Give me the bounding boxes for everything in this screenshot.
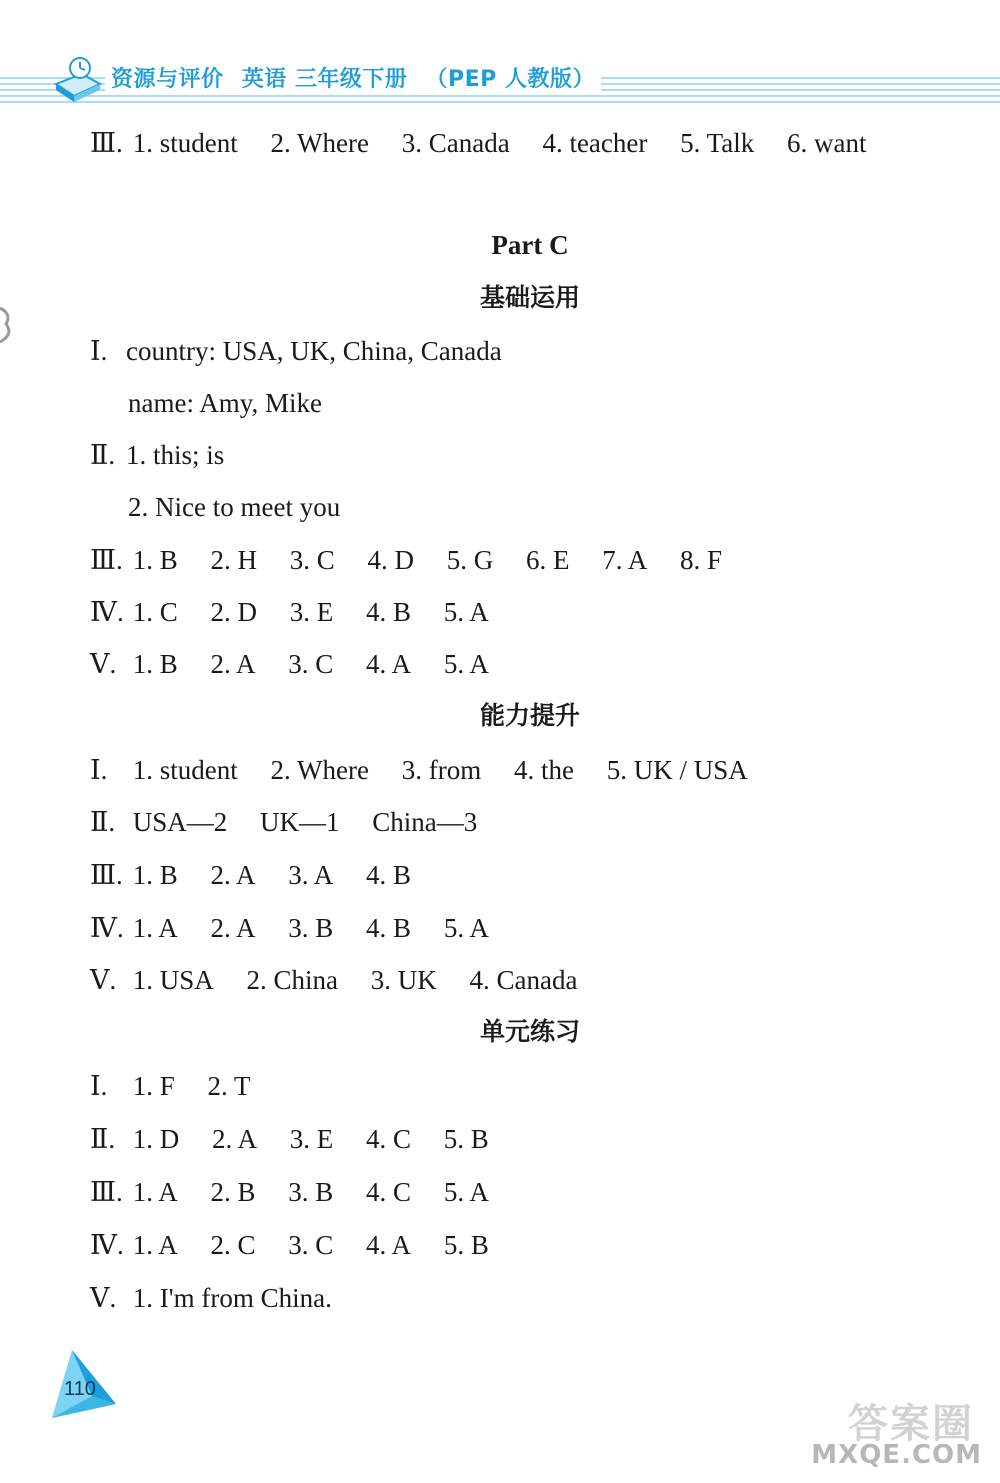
answer-text: name: Amy, Mike [128,388,322,418]
answer-text: country: USA, UK, China, Canada [126,336,502,366]
page-header [0,52,1000,112]
answer-item: 1. student [132,755,238,785]
answer-line-basic-iii [90,547,722,574]
answer-item: 3. C [289,545,335,575]
answer-item: 1. USA [132,965,214,995]
book-logo-icon [52,54,104,106]
answer-item: 8. F [680,545,723,575]
answer-item: 7. A [602,545,648,575]
answer-line-top-iii [90,130,866,157]
roman-numeral: Ⅱ. [90,440,116,470]
answer-item: 3. B [288,913,334,943]
section-heading-unit: 单元练习 [479,1017,580,1046]
answer-item: 2. China [246,965,339,995]
roman-numeral: Ⅲ. [90,545,123,575]
answer-item: 3. from [401,755,482,785]
answer-line-unit-ii [90,1126,489,1153]
answer-item: 5. A [443,1177,489,1207]
answer-item: 3. C [288,649,334,679]
roman-numeral: Ⅳ. [90,1230,124,1260]
answer-item: 4. C [366,1177,412,1207]
answer-item: 1. student [132,128,238,158]
section-heading-basic: 基础运用 [479,283,580,312]
answer-item: 6. want [786,128,867,158]
answer-line-unit-iii [90,1179,489,1206]
answer-line-unit-v [90,1285,332,1312]
answer-item: 4. B [366,913,412,943]
answer-line-ability-ii [90,809,477,836]
answer-line-basic-iv [90,599,489,626]
roman-numeral: Ⅰ. [90,1071,108,1101]
answer-item: 2. Where [270,128,369,158]
roman-numeral: Ⅲ. [90,860,123,890]
answer-item: 5. G [446,545,494,575]
answer-item: 2. H [210,545,258,575]
answer-item: 4. B [366,597,412,627]
answer-item: 1. C [132,597,178,627]
answer-line-basic-i [90,338,502,365]
answer-line-ability-iv [90,915,489,942]
answer-item: 4. the [513,755,574,785]
answer-line-basic-i-cont [128,390,322,417]
answer-item: 1. A [132,1177,178,1207]
answer-item: 5. A [443,597,489,627]
answer-item: 1. B [132,649,178,679]
series-name: 资源与评价 [111,67,224,92]
answer-item: 4. B [366,860,412,890]
roman-numeral: Ⅲ. [90,1177,123,1207]
answer-item: 2. D [210,597,258,627]
answer-item: 3. Canada [401,128,510,158]
answer-line-basic-ii [90,442,224,469]
page-number: 110 [64,1378,96,1400]
part-title: Part C [491,230,569,260]
answer-item: 1. B [132,860,178,890]
roman-numeral: Ⅰ. [90,755,108,785]
answer-line-ability-iii [90,862,411,889]
answer-item: 6. E [526,545,570,575]
answer-item: 4. teacher [542,128,648,158]
answer-item: 5. A [443,649,489,679]
answer-line-unit-iv [90,1232,489,1259]
answer-item: 2. B [210,1177,256,1207]
answer-item: 5. A [443,913,489,943]
answer-item: 1. A [132,1230,178,1260]
answer-item: 5. B [443,1124,489,1154]
answer-item: 2. A [212,1124,258,1154]
roman-numeral: Ⅴ. [90,649,117,679]
answer-item: UK—1 [260,807,340,837]
roman-numeral: Ⅴ. [90,965,117,995]
answer-item: 2. C [210,1230,256,1260]
answer-item: 5. B [443,1230,489,1260]
answer-text: 1. this; is [126,440,225,470]
answer-item: 3. UK [370,965,437,995]
answer-item: 4. A [366,649,412,679]
answer-item: 4. D [367,545,415,575]
answer-item: 2. Where [270,755,369,785]
answer-line-basic-v [90,651,489,678]
subject-grade: 英语 三年级下册 [241,67,408,92]
answer-line-basic-ii-cont [128,494,340,521]
book-title [105,62,601,93]
edition-label: （PEP 人教版） [425,67,595,92]
answer-item: 1. A [132,913,178,943]
answer-item: 4. C [366,1124,412,1154]
answer-item: 5. UK / USA [606,755,748,785]
answer-item: China—3 [372,807,478,837]
answer-item: 2. T [207,1071,251,1101]
answer-item: 3. C [288,1230,334,1260]
roman-numeral: Ⅴ. [90,1283,117,1313]
answer-line-unit-i [90,1073,251,1100]
answer-item: 1. B [132,545,178,575]
answer-item: 4. A [366,1230,412,1260]
answer-item: 2. A [210,860,256,890]
answer-item: 2. A [210,913,256,943]
answer-line-ability-i [90,757,748,784]
roman-numeral: Ⅰ. [90,336,108,366]
answer-item: 1. I'm from China. [132,1283,332,1313]
roman-numeral: Ⅱ. [90,807,116,837]
answer-item: USA—2 [132,807,228,837]
answer-item: 3. E [289,597,334,627]
answer-item: 3. A [288,860,334,890]
roman-numeral: Ⅳ. [90,913,124,943]
watermark-logo: 答案圈 [848,1401,974,1447]
answer-item: 1. F [132,1071,175,1101]
answer-item: 2. A [210,649,256,679]
roman-numeral: Ⅲ. [90,128,123,158]
answer-item: 3. B [288,1177,334,1207]
answer-item: 1. D [132,1124,180,1154]
answer-item: 3. E [289,1124,334,1154]
answer-text: 2. Nice to meet you [128,492,341,522]
section-heading-ability: 能力提升 [479,701,580,730]
answer-item: 4. Canada [469,965,578,995]
answer-line-ability-v [90,967,577,994]
watermark-domain: MXQE.COM [811,1440,982,1470]
answer-item: 5. Talk [680,128,755,158]
roman-numeral: Ⅳ. [90,597,124,627]
roman-numeral: Ⅱ. [90,1124,116,1154]
binding-mark-icon [0,300,14,350]
